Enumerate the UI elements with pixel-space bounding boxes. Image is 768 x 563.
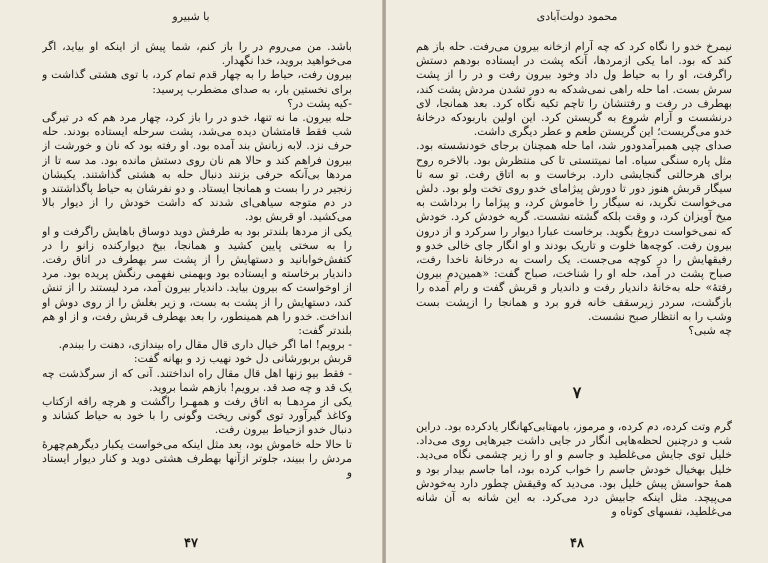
running-head-right: محمود دولت‌آبادی [536,10,618,23]
running-head-left: با شبیرو [172,10,210,23]
page-number-right: ۴۸ [570,536,584,551]
left-page-body: باشد. من می‌روم در را باز کنم، شما پیش از اینکه او بیاید، اگر می‌خواهید بروید، خدا نگهدار. بیرون رفت، حیاط را به چهار قدم تمام کرد، با توی هشتی گذاشت و برای نخستین بار، به صدای مضطرب پرسید: -کیه پشت در؟ حله بیرون. ما نه تنها، خدو در را باز کرد، چهار مرد هم که در تیرگی شب فقط قامتشان دیده می‌شد، پشت سرحله ایستاده بودند. حله حرف نزد. لابه زبانش بند آمده بود. او رفته بود که نان و خورشت از بیرون فراهم کند و حالا هم نان روی دستش مانده بود. مد سه تا از مردها بی‌آنکه حرفی بزنند دنبال حله به هشتی گذاشتند. یکیشان زنجیر در را بست و همانجا ایستاد. و دو نفرشان به حیاط پاگذاشتند و در دم متوجه سیاهی‌ای شدند که داشت خودش را از دیوار بالا می‌کشید. او قربش بود. یکی از مردها بلندتر بود به طرفش دوید دوساق باهایش راگرفت و او را به سختی پایین کشید و همانجا، بیخ دیوارکنده زانو را در کتفش‌خوابانید و دستهایش را از پشت سر بهطرف در اتاق رفت. داندیار برخاسته و ایستاده بود وبهمنی نفهمی رنگش پریده بود. مرد از اوخواست که بیرون بیاید. داندیار بیرون آمد، مرد لیستند را از تنش کند، دستهایش را از پشت به بست، و زیر بغلش را از روی دوش او انداخت. خدو را هم همینطور، را بعد بهطرف قربش رفت، و از او هم بلندتر گفت: - برویم! اما اگر خیال داری قال مقال راه بیندازی، دهنت را ببندم. قربش بربورشانی دل خود نهیب زد و بهانه گفت: - فقط بیو زنها اهل قال مقال راه انداختند. آنی که از سرگذشت چه یک قد و چه صد قد. برویم! بازهم شما بروید. یکی از مردهـا به اتاق رفت و همهـرا راگشت و هرچه رافه ازکتاب وکاغذ گیرآورد توی گونی ریخت وگونی را با خود به حیاط کشاند و دنبال خدو ازحیاط بیرون رفت. تا حالا حله خاموش بود، بعد مثل اینکه می‌خواست یکبار دیگرهم‌چهرهٔ مردش را ببیند، جلوتر ازآنها بهطرف هشتی دوید و کنار دیوار ایستاد و [42,40,352,480]
right-page-body-bottom: گرم وتت کرده، دم کرده، و مرموز، بامهتابی‌کهانگار یادکرده بود. دراین شب و درچنین لحظه‌هایی انگار در جایی داشت جیرهایی روی می‌داد. خلیل توی جایش می‌غلطید و جاسم و او را زیر چشمی نگاه می‌دید. خلیل بهخیال خودش جاسم را خواب کرده بود، اما جاسم بیدار بود و همهٔ حواسش پیش خلیل بود. می‌دید که وقیقش چطور دارد به‌خودش می‌پیچد. مثل اینکه جابیش درد می‌کرد. به این شانه به آن شانه می‌غلطید، نفسهای کوتاه و [416,420,732,519]
chapter-number: ۷ [572,383,582,402]
left-page [0,0,383,563]
page-number-left: ۴۷ [184,536,198,551]
right-page [385,0,768,563]
right-page-body-top: نیمرخ خدو را نگاه کرد که چه آرام ازخانه بیرون می‌رفت. حله باز هم کند که بود. اما یکی ازمردها، آنکه پشت در ایستاده بودهم دستش راگرفت، او را به حیاط ول داد وخود بیرون رفت و در را از پشت سرش بست. اما حله راهی نمی‌شدکه به دور تشدن مردش پشت کند، بهطرف در رفت و رفتنشان را تاچم تکیه نگاه کرد. بعد همانجا، لای درنشست و آرام شروع به گریستن کرد. این اولین باربودکه درخانهٔ خدو می‌گریست؛ این گریستن طعم و عطر دیگری داشت. صدای چپی همبرآمدودور شد، اما حله همچنان برجای خودنشسته بود. مثل پاره سنگی سیاه. اما نمیتنستی تا کی منتظرش بود. بالاخره روح برای هرحالتی گنجایشی دارد. برخاست و به اتاق رفت. تو سه تا سیگار قربش هنوز دور تا دورش پیژامای خدو روی تخت ولو بود. دلش می‌خواست نگرید، نه سیگار را خاموش کرد، و پیژاما را برداشت به میخ آویزان کرد، و وقت بلکه گشته نشست. گریه خودش کرد. خودش که نمی‌خواست دروغ بگوید. برخاست عبارا دیوار را سرکرد و از درون بیرون رفت. کوچه‌ها خلوت و تاریک بودند و او انگار جای خالی خدو و رفیقهایش را در کوچه می‌جست. یک راست به درخانهٔ ناخدا رفت، صباح پشت در آمد، حله او را شناخت، صباح گفت: «همین‌دم‌ بیرون رفتهٔ» حله به‌خانهٔ داندیار رفت و داندیار و قربش گفت و رام آمده را بازگشت، سردر زیرسقف خانه فرو برد و همانجا را ازپشت بست وشب را به انتظار صبح نشست. چه شبی؟ [416,40,732,338]
